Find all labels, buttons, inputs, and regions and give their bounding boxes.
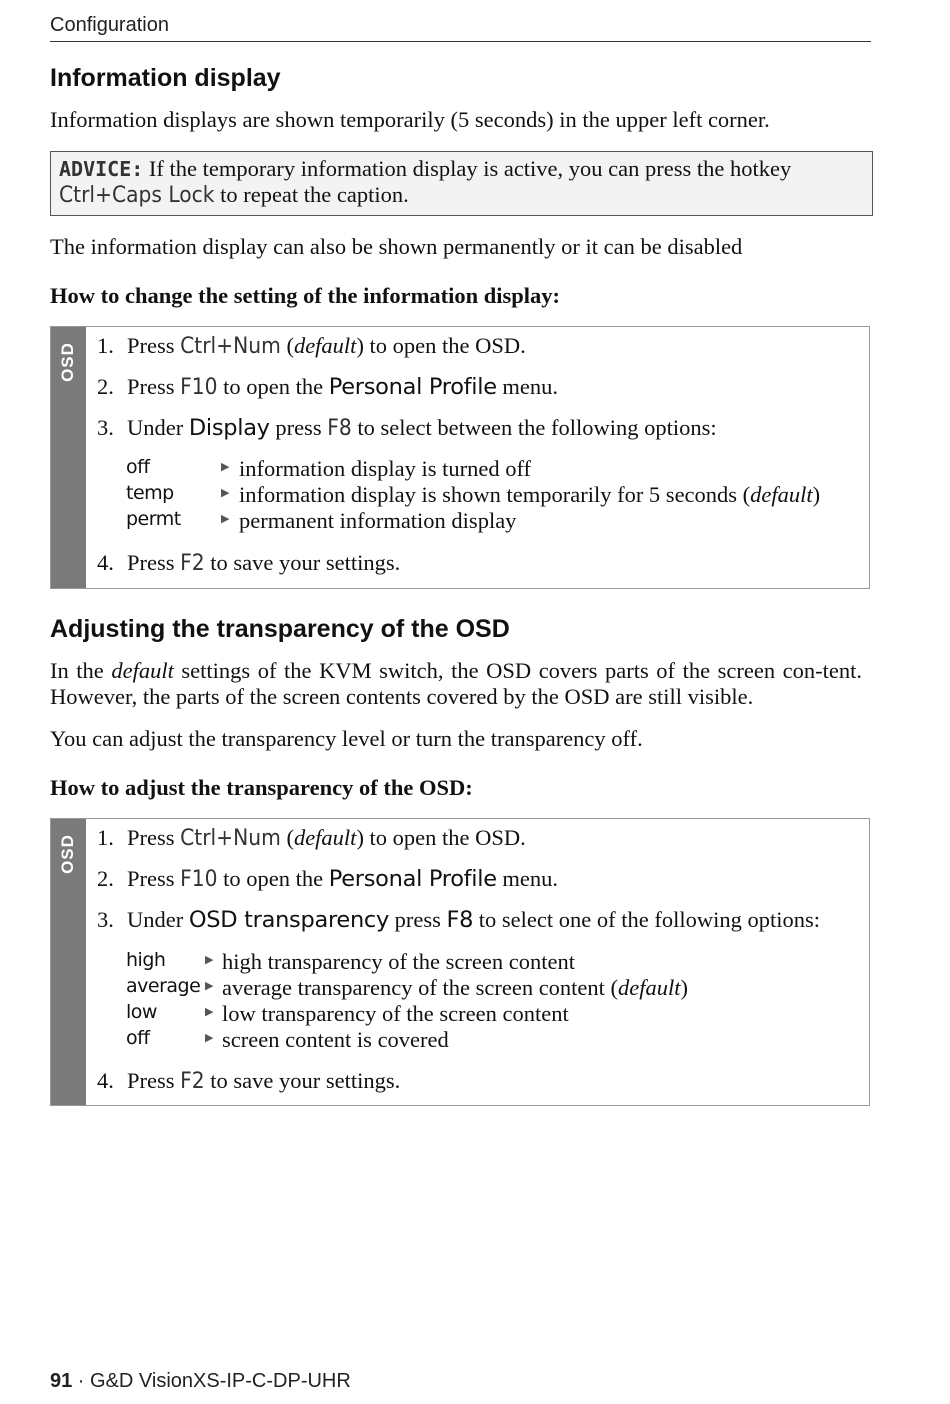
advice-text-a: If the temporary information display is active, you can press the hotkey bbox=[143, 156, 792, 181]
arrow-right-icon: ▶ bbox=[221, 461, 230, 473]
key-f8: F8 bbox=[446, 907, 474, 933]
osd-tag: OSD bbox=[58, 834, 77, 874]
step-1: 1. Press Ctrl+Num (default) to open the OSD. bbox=[97, 825, 526, 851]
osd-sidebar bbox=[51, 819, 86, 1105]
key-f10: F10 bbox=[180, 866, 218, 892]
key-f10: F10 bbox=[180, 374, 218, 400]
step-3: 3. Under Display press F8 to select between the following options: bbox=[97, 415, 717, 441]
section-heading-transparency: Adjusting the transparency of the OSD bbox=[50, 615, 510, 643]
menu-personal-profile: Personal Profile bbox=[328, 374, 497, 400]
key-f2: F2 bbox=[180, 1068, 205, 1094]
advice-box bbox=[50, 151, 873, 216]
advice-label: ADVICE: bbox=[59, 157, 144, 181]
arrow-right-icon: ▶ bbox=[205, 1006, 214, 1018]
key-ctrl-num: Ctrl+Num bbox=[180, 825, 281, 851]
footer-product: G&D VisionXS-IP-C-DP-UHR bbox=[90, 1370, 351, 1392]
menu-display: Display bbox=[188, 415, 270, 441]
arrow-right-icon: ▶ bbox=[221, 513, 230, 525]
key-ctrl-num: Ctrl+Num bbox=[180, 333, 281, 359]
intro-paragraph: Information displays are shown temporarily (5 seconds) in the upper left corner. bbox=[50, 107, 770, 132]
osd-tag: OSD bbox=[58, 342, 77, 382]
advice-text-b: to repeat the caption. bbox=[214, 182, 409, 207]
menu-personal-profile: Personal Profile bbox=[328, 866, 497, 892]
osd-sidebar bbox=[51, 327, 86, 588]
step-4: 4. Press F2 to save your settings. bbox=[97, 550, 401, 576]
howto-heading-transparency: How to adjust the transparency of the OSD: bbox=[50, 775, 473, 800]
step-2: 2. Press F10 to open the Personal Profile menu. bbox=[97, 866, 558, 892]
permanent-paragraph: The information display can also be shown permanently or it can be disabled bbox=[50, 234, 743, 259]
running-header: Configuration bbox=[50, 14, 169, 36]
menu-osd-transparency: OSD transparency bbox=[188, 907, 389, 933]
arrow-right-icon: ▶ bbox=[205, 1032, 214, 1044]
key-f2: F2 bbox=[180, 550, 205, 576]
osd-steps-box-1: OSD 1. Press Ctrl+Num (default) to open the OSD. 2. Press F10 to open the Personal Profile menu. 3. Under Display press F8 to select between the following options: off ▶ information display is turned off temp ▶ information display is shown temporarily for 5 seconds (default) permt ▶ permanent information display 4. Press F2 to save your settings. bbox=[50, 326, 870, 589]
header-rule bbox=[50, 41, 871, 42]
arrow-right-icon: ▶ bbox=[205, 954, 214, 966]
step-3: 3. Under OSD transparency press F8 to select one of the following options: bbox=[97, 907, 820, 933]
step-2: 2. Press F10 to open the Personal Profile menu. bbox=[97, 374, 558, 400]
adjust-paragraph: You can adjust the transparency level or turn the transparency off. bbox=[50, 726, 643, 751]
arrow-right-icon: ▶ bbox=[221, 487, 230, 499]
page-number: 91 bbox=[50, 1370, 73, 1392]
step-1: 1. Press Ctrl+Num (default) to open the OSD. bbox=[97, 333, 526, 359]
transparency-paragraph: In the default settings of the KVM switch, the OSD covers parts of the screen con-tent. However, the parts of the screen contents covered by the OSD are still visible. bbox=[50, 658, 862, 709]
key-f8: F8 bbox=[327, 415, 352, 441]
section-heading-information-display: Information display bbox=[50, 64, 281, 92]
footer-separator: · bbox=[72, 1370, 91, 1392]
advice-hotkey: Ctrl+Caps Lock bbox=[59, 182, 215, 208]
howto-heading-information-display: How to change the setting of the information display: bbox=[50, 283, 560, 308]
arrow-right-icon: ▶ bbox=[205, 980, 214, 992]
step-4: 4. Press F2 to save your settings. bbox=[97, 1068, 401, 1094]
page-footer bbox=[50, 1370, 351, 1393]
osd-steps-box-2: OSD 1. Press Ctrl+Num (default) to open the OSD. 2. Press F10 to open the Personal Profile menu. 3. Under OSD transparency press F8 to select one of the following options: high ▶ high transparency of the screen content average ▶ average transparency of the screen content (default) low ▶ low transparency of the screen content off ▶ screen content is covered 4. Press F2 to save your settings. bbox=[50, 818, 870, 1106]
